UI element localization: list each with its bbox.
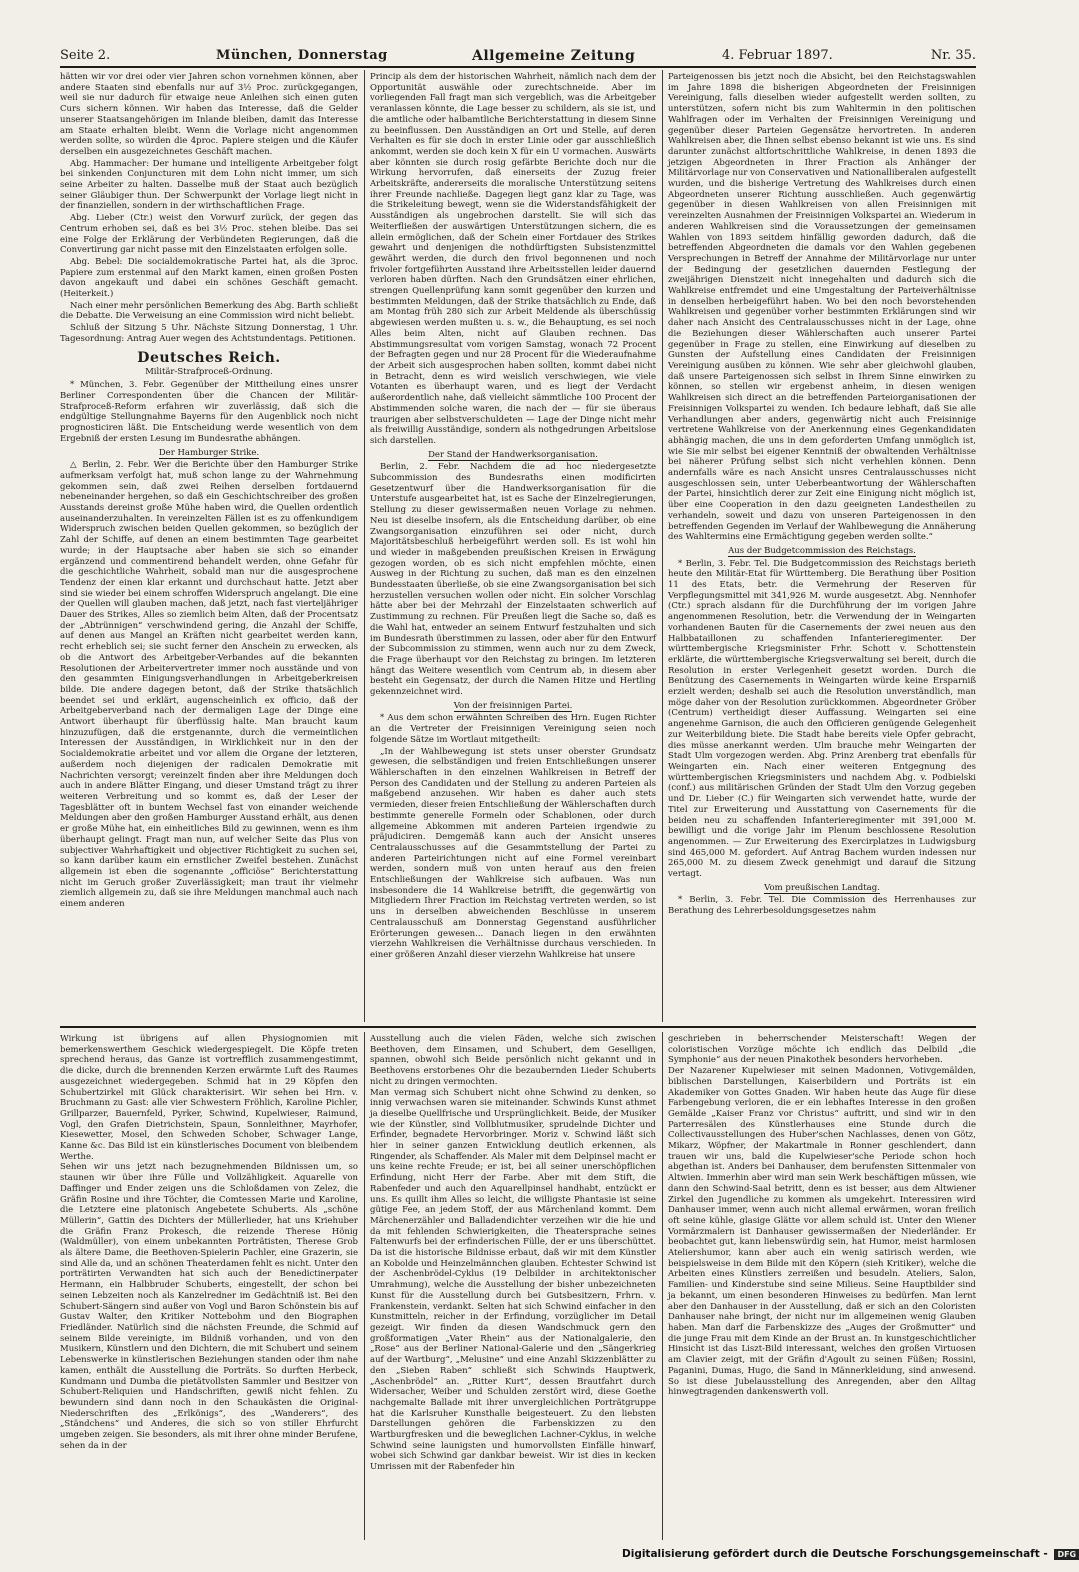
article-heading xyxy=(668,883,976,894)
column-divider xyxy=(364,70,365,1022)
paragraph: hätten wir vor drei oder vier Jahren schon vornehmen können, aber andere Staaten sind ebenfalls nur auf 3½ Proc. zurückgegangen, weil sie nur dadurch für etwaige neue Anleihen sich einen guten Curs sichern können. Wir haben das Interesse, daß die Gelder unserer Staatsangehörigen im Inlande bleiben, damit das Interesse am Staate erhalten bleibt. Wenn die Vorlage nicht angenommen werden sollte, so würden die 4proc. Papiere steigen und die Käufer derselben ein ausgezeichnetes Geschäft machen. xyxy=(60,72,358,157)
paragraph: Nach einer mehr persönlichen Bemerkung des Abg. Barth schließt die Debatte. Die Verweisung an eine Commission wird nicht beliebt. xyxy=(60,300,358,322)
paragraph: Parteigenossen bis jetzt noch die Absicht, bei den Reichstagswahlen im Jahre 1898 die bisherigen Abgeordneten der Freisinnigen Vereinigung, falls dieselben wieder aufgestellt werden sollten, zu unterstützen, sofern nicht bis zum Wahltermin in den politischen Wahlfragen oder im Verhalten der Freisinnigen Vereinigung und gegenüber dieser Parteien Gegensätze hervortreten. In anderen Wahlkreisen aber, die Ihnen selbst ebenso bekannt ist wie uns. Es sind darunter zunächst altfortschrittliche Wahlkreise, in denen 1893 die jetzigen Abgeordneten in Ihrer Fraction als Anhänger der Militärvorlage nur von Conservativen und Nationalliberalen aufgestellt wurden, und die bisherige Vertretung des Wahlkreises durch einen Abgeordneten unserer Richtung ausschließen. Auch gegenwärtig gegenüber in diesen Wahlkreisen von allen Freisinnigen mit vereinzelten Ausnahmen der Freisinnigen Volkspartei an. Wiederum in anderen Wahlkreisen sind die Voraussetzungen der gemeinsamen Wahlen von 1893 seitdem hinfällig geworden dadurch, daß die betreffenden Abgeordneten die damals vor den Wahlen gegebenen Versprechungen in Betreff der Annahme der Militärvorlage nur unter der Bedingung der gesetzlichen dauernden Festlegung der zweijährigen Dienstzeit nicht innegehalten und dadurch sich die Wahlkreise entfremdet und eine Umgestaltung der Parteiverhältnisse in denselben herbeigeführt haben. Wo bei den noch bevorstehenden Wahlkreisen und gegenüber vorher bestimmten Erklärungen sind wir daher nach Ansicht des Centralausschusses nicht in der Lage, ohne die Beziehungen dieser Wählerschaften auch unserer Partei gegenüber in Frage zu stellen, eine Einwirkung auf dieselben zu Gunsten der Aufstellung eines Candidaten der Freisinnigen Vereinigung ausüben zu können. Wie sehr aber gleichwohl glauben, daß unsere Parteigenossen sich selbst in Ihrem Sinne einwirken zu können, so stellen wir ergebenst anheim, in diesen wenigen Wahlkreisen sich direct an die betreffenden Parteiorganisationen der Freisinnigen Volkspartei zu wenden. Ich bedaure lebhaft, daß Sie alle Verhandlungen aber anders, gegenwärtig nicht auch Freisinnige vertretene Wahlkreise von der Anerkennung eines Gegenkandidaten abhängig machen, die uns in dem geforderten Umfang unmöglich ist, wie Sie mir selbst bei eigener Kenntniß der obwaltenden Verhältnisse bei näherer Prüfung selbst sich nicht verhehlen können. Denn andernfalls wäre es nach Ansicht unsres Centralausschusses nicht ausgeschlossen sein, unter Ueberbeantwortung der Wählerschaften der Partei, hinsichtlich derer zur Zeit eine Einigung nicht möglich ist, über eine Cooperation in den dazu geeigneten Landestheilen zu verhandeln, soweit und dazu von unseren Parteigenossen in den betreffenden Gegenden im Verlauf der Wahlbewegung die Annäherung des Wahltermins eine Ermächtigung gegeben werden sollte.“ xyxy=(668,72,976,543)
page-number: Seite 2. xyxy=(60,48,111,63)
paragraph: * Berlin, 3. Febr. Tel. Die Commission des Herrenhauses zur Berathung des Lehrerbesoldungsgesetzes nahm xyxy=(668,895,976,917)
article-heading-text: Von der freisinnigen Partei. xyxy=(453,700,573,711)
article-heading-text: Aus der Budgetcommission des Reichstags. xyxy=(728,545,916,556)
article-heading-text: Der Stand der Handwerksorganisation. xyxy=(428,449,598,460)
paragraph: * Aus dem schon erwähnten Schreiben des Hrn. Eugen Richter an die Vertreter der Freisinnigen Vereinigung seien noch folgende Sätze im Wortlaut mitgetheilt: xyxy=(370,713,656,745)
column-divider xyxy=(662,1032,663,1540)
article-heading xyxy=(370,450,656,461)
masthead xyxy=(60,44,976,68)
article-heading-text: Vom preußischen Landtag. xyxy=(764,882,880,893)
dfg-logo: DFG xyxy=(1054,1549,1079,1560)
paragraph: Schluß der Sitzung 5 Uhr. Nächste Sitzung Donnerstag, 1 Uhr. Tagesordnung: Antrag Auer wegen des Achtstundentags. Petitionen. xyxy=(60,323,358,344)
feuilleton-column-1: Wirkung ist übrigens auf allen Physiognomien mit bemerkenswerthem Geschick wiedergespiegelt. Die Köpfe treten sprechend heraus, das Ganze ist vortrefflich zusammengestimmt, die dicke, durch die brennenden Kerzen erwärmte Luft des Raumes ausgezeichnet wiedergegeben. Schmid hat in 29 Köpfen den Schubertzirkel mit Glück charakterisirt. Wir sehen bei Hrn. v. Bruchmann zu Gast: alle vier Schwestern Fröhlich, Karoline Pichler, Grillparzer, Bauernfeld, Pyrker, Schwind, Kupelwieser, Raimund, Vogl, den Grafen Dietrichstein, Spaun, Sonnleithner, Mayrhofer, Kiesewetter, Mosel, den Schweden Schober, Schwager Lange, Kanne &c. Das Bild ist ein künstlerisches Document von bleibendem Werthe. Sehen wir uns jetzt nach bezugnehmenden Bildnissen um, so staunen wir über ihre Fülle und Vollzähligkeit. Aquarelle von Daffinger und Ender zeigen uns die Schloßdamen von Zelez, die Gräfin Rosine und ihre Töchter, die Comtessen Marie und Karoline, die Letztere eine platonisch Angebetete Schuberts. Als „schöne Müllerin“, Gattin des Dichters der Müllerlieder, hat uns Kriehuber die Gräfin Franz Prokesch, die reizende Therese Hönig (Waldmüller), von einem unbekannten Porträtisten, Therese Grob als ältere Dame, die Beethoven-Spielerin Pachler, eine Grazerin, sie sind Alle da, und an schönen Theaterdamen fehlt es nicht. Unter den porträtirten Verwandten hat sich auch der Benedictinerpater Hermann, ein Halbbruder Schuberts, eingestellt, der schon bei seinen Lebzeiten noch als Kanzelredner im Gedächtniß ist. Bei den Schubert-Sängern sind außer von Vogl und Baron Schönstein bis auf Gustav Walter, den Kritiker Nottebohm und den Biographen Friedländer. Natürlich sind die nächsten Freunde, die Schmid auf seinem Bilde vereinigte, im Bildniß vorhanden, und von den Musikern, Künstlern und den Dichtern, die mit Schubert und seinem Lebenswerke in künstlerischen Beziehungen standen oder ihm nahe kamen, enthält die Ausstellung die Porträts. So durften Herbeck, Kundmann und Dumba die pietätvollsten Sammler und Besitzer von Schubert-Reliquien und Handschriften, gewiß nicht fehlen. Zu bewundern sind dann noch in den Schaukästen die Original-Niederschriften des „Erlkönigs“, des „Wanderers“, des „Ständchens“ und Anderes, die sich so von stiller Ehrfurcht umgeben zeigen. Sie besonders, als mit ihrer ohne minder Berufene, sehen da in der xyxy=(60,1034,358,1451)
newspaper-title: Allgemeine Zeitung xyxy=(472,48,636,64)
paragraph: Abg. Lieber (Ctr.) weist den Vorwurf zurück, der gegen das Centrum erhoben sei, daß es bei 3½ Proc. stehen bleibe. Das sei eine Folge der Erklärung der Verbündeten Regierungen, daß die Convertirung gar nicht passe mit den Einzelstaaten erfolgen solle. xyxy=(60,213,358,256)
paragraph: △ Berlin, 2. Febr. Wer die Berichte über den Hamburger Strike aufmerksam verfolgt hat, muß schon lange zu der Wahrnehmung gekommen sein, daß zwei Reihen derselben fortdauernd nebeneinander hergehen, so daß ein Geschichtschreiber des großen Ausstands dereinst große Mühe haben wird, die Quellen ordentlich auseinanderzuhalten. In vereinzelten Fällen ist es zu offenkundigem Widerspruch zwischen beiden Quellen gekommen, so bezüglich der Zahl der Schiffe, auf denen an einem bestimmten Tage gearbeitet wurde; in der Hauptsache aber haben sie sich so einander ergänzend und commentirend behandelt werden, ohne Gefahr für die geschichtliche Wahrheit, sobald man nur die ausgesprochene Tendenz der einen klar erkannt und durchschaut hatte. Jetzt aber sind sie wieder bei einem schroffen Widerspruch angelangt. Die eine der Quellen will glauben machen, daß jetzt, nach fast vierteljähriger Dauer des Strikes, Alles so ziemlich beim Alten, daß der Procentsatz der „Abtrünnigen“ verschwindend gering, die Anzahl der Schiffe, auf denen aus Mangel an Kräften nicht gearbeitet werden kann, recht erheblich sei; sie sucht ferner den Anschein zu erwecken, als ob die Antwort des Arbeitgeber-Verbandes auf die bekannten Resolutionen der Arbeitervertreter immer noch ausstände und von den gesammten Einigungsverhandlungen in Arbeitgeberkreisen bilde. Die andere dagegen betont, daß der Strike thatsächlich beendet sei und erklärt, augenscheinlich ex officio, daß der Arbeitgeberverband nach der dermaligen Lage der Dinge eine Antwort überhaupt für überflüssig halte. Man braucht kaum hinzuzufügen, daß die erstgenannte, durch die vermeintlichen Interessen der Ausständigen, in Wirklichkeit nur in den der Socialdemokratie arbeitet und vor allem die Organe der letzteren, außerdem noch diejenigen der radicalen Demokratie mit Nachrichten versorgt; vereinzelt finden aber ihre Meldungen doch auch in andere Blätter Eingang, und dieser Umstand trägt zu ihrer weiteren Verbreitung und so kommt es, daß der Leser der Tagesblätter oft in buntem Wechsel fast von einander weichende Meldungen aber den großen Hamburger Ausstand erhält, aus denen er große Mühe hat, ein einheitliches Bild zu gewinnen, wenn es ihm überhaupt gelingt. Fragt man nun, auf welcher Seite das Plus von subjectiver Wahrhaftigkeit und objectiver Richtigkeit zu suchen sei, so kann darüber kaum ein ernstlicher Zweifel bestehen. Zunächst allgemein ist eben die sogenannte „officiöse“ Berichterstattung nicht im Geruch großer Zuverlässigkeit; man traut ihr vielmehr ziemlich allgemein zu, daß sie ihre Meldungen manchmal auch nach einem anderen xyxy=(60,460,358,910)
city-day: München, Donnerstag xyxy=(216,48,388,63)
article-heading xyxy=(668,546,976,557)
paragraph: Berlin, 2. Febr. Nachdem die ad hoc niedergesetzte Subcommission des Bundesraths einen modificirten Gesetzentwurf über die Handwerksorganisation für die Unterstufe ausgearbeitet hat, ist es Sache der Einzelregierungen, Stellung zu dieser gewissermaßen neuen Vorlage zu nehmen. Neu ist dieselbe insofern, als die Entscheidung darüber, ob eine Zwangsorganisation einzuführen sei oder nicht, durch Majoritätsbeschluß herbeigeführt werden soll. Es ist wohl hin und wieder in maßgebenden preußischen Kreisen in Erwägung gezogen worden, ob es sich nicht empfehlen möchte, einen Ausweg in der Richtung zu suchen, daß man es den einzelnen Bundesstaaten überließe, ob sie eine Zwangsorganisation bei sich herzustellen versuchen wollen oder nicht. Ein solcher Vorschlag hätte aber bei der Mehrzahl der Einzelstaaten schwerlich auf Zustimmung zu rechnen. Für Preußen liegt die Sache so, daß es die Wahl hat, entweder an seinem Entwurf festzuhalten und sich im Bundesrath überstimmen zu lassen, oder aber für den Entwurf der Subcommission zu stimmen, wenn auch nur zu dem Zweck, die Frage überhaupt vor den Reichstag zu bringen. Im letzteren hängt das Weitere wesentlich vom Centrum ab, in diesem aber besteht ein Gegensatz, der durch die Namen Hitze und Hertling gekennzeichnet wird. xyxy=(370,462,656,698)
issue-number: Nr. 35. xyxy=(930,48,976,63)
article-heading xyxy=(370,701,656,712)
column-divider xyxy=(364,1032,365,1540)
paragraph: Princip als dem der historischen Wahrheit, nämlich nach dem der Opportunität auswähle oder zurechtschneide. Aber im vorliegenden Fall fragt man sich vergeblich, was die Arbeitgeber veranlassen könnte, die Lage besser zu schildern, als sie ist, und die amtliche oder halbamtliche Berichterstattung in diesem Sinne zu beeinflussen. Den Ausständigen an Ort und Stelle, auf deren Verhalten es für sie doch in erster Linie oder gar ausschließlich ankommt, werden sie doch kein X für ein U vormachen. Auswärts aber könnten sie durch rosig gefärbte Berichte doch nur die Wirkung hervorrufen, daß einerseits der Zuzug freier Arbeitskräfte, andererseits die moralische Unterstützung seitens ihrer Freunde nachließe. Dagegen liegt ganz klar zu Tage, was die Strikeleitung bewegt, wenn sie die Widerstandsfähigkeit der Ausständigen als ungebrochen darstellt. Sie will sich das Weiterfließen der auswärtigen Unterstützungen sichern, die es allein ermöglichen, daß der Schein einer Fortdauer des Strikes gewahrt und denjenigen die nothdürftigsten Subsistenzmittel gewährt werden, die durch den frivol begonnenen und noch frivoler fortgeführten Ausstand ihre Arbeitsstellen leider dauernd verloren haben dürften. Nach den Grundsätzen einer ehrlichen, strengen Quellenprüfung kann somit gegenüber den kurzen und bestimmten Meldungen, daß der Strike thatsächlich zu Ende, daß am Montag früh 280 sich zur Arbeit Meldende als überschüssig abgewiesen werden mußten u. s. w., die Behauptung, es sei noch Alles beim Alten, nicht auf Glauben rechnen. Das Abstimmungsresultat vom vorigen Samstag, wonach 72 Procent der Befragten gegen und nur 28 Procent für die Wiederaufnahme der Arbeit sich ausgesprochen haben sollten, kommt dabei nicht in Betracht, denn es wird weislich verschwiegen, wie viele Votanten es überhaupt waren, und es liegt der Verdacht außerordentlich nahe, daß vielleicht sämmtliche 100 Procent der Abstimmenden solche waren, die nach der — für sie überaus traurigen aber selbstverschuldeten — Lage der Dinge nicht mehr als freiwillig Ausständige, sondern als nothgedrungen Arbeitslose sich darstellen. xyxy=(370,72,656,446)
paragraph: Abg. Bebel: Die socialdemokratische Partei hat, als die 3proc. Papiere zum erstenmal auf den Markt kamen, einen großen Posten davon angekauft und dabei ein schönes Geschäft gemacht. (Heiterkeit.) xyxy=(60,256,358,300)
article-heading-text: Der Hamburger Strike. xyxy=(158,447,260,458)
paragraph: „In der Wahlbewegung ist stets unser oberster Grundsatz gewesen, die selbständigen und freien Entschließungen unserer Wählerschaften in den einzelnen Wahlkreisen in Betreff der Person des Candidaten und der Stellung zu anderen Parteien als maßgebend anzusehen. Wir haben es daher auch stets vermieden, dieser freien Entschließung der Wählerschaften durch bestimmte generelle Formeln oder Schablonen, oder durch allgemeine Abkommen mit anderen Parteien irgendwie zu präjudiciren. Demgemäß kann auch der Ansicht unseres Centralausschusses auf die Gesammtstellung der Partei zu anderen Parteirichtungen nicht auf eine Formel vereinbart werden, sondern muß von unten herauf aus den freien Entschließungen der Wahlkreise sich aufbauen. Was nun insbesondere die 14 Wahlkreise betrifft, die gegenwärtig von Mitgliedern Ihrer Fraction im Reichstag vertreten werden, so ist uns in derselben abweichenden Beschlüsse in unserem Centralausschuß am Donnerstag Gegenstand ausführlicher Erörterungen gewesen... Danach liegen in den erwähnten vierzehn Wahlkreisen die Verhältnisse durchaus verschieden. In einer größeren Anzahl dieser vierzehn Wahlkreise hat unsere xyxy=(370,746,656,960)
article-column-3 xyxy=(668,72,976,1022)
article-column-1 xyxy=(60,72,358,1022)
issue-date: 4. Februar 1897. xyxy=(722,48,833,63)
digitization-footer xyxy=(622,1548,1077,1564)
column-divider xyxy=(662,70,663,1022)
section-title: Deutsches Reich. xyxy=(137,349,281,366)
article-column-2 xyxy=(370,72,656,1022)
feuilleton-rule xyxy=(60,1026,976,1028)
footer-text: Digitalisierung gefördert durch die Deutsche Forschungsgemeinschaft - xyxy=(622,1548,1048,1560)
paragraph: * Berlin, 3. Febr. Tel. Die Budgetcommission des Reichstags berieth heute den Militär-Etat für Württemberg. Die Berathung über Position 11 des Etats, betr. die Vermehrung der Reserven für Verpflegungsmittel mit 341,926 M. wurde ausgesetzt. Abg. Nennhofer (Ctr.) sprach alsdann für die Durchführung der im vorigen Jahre angenommenen Resolution, betr. die Verwendung der in Weingarten vorhandenen Bauten für die Casernements der zwei neuen aus den Halbbataillonen zu schaffenden Infanterieregimenter. Der württembergische Kriegsminister Frhr. Schott v. Schottenstein erklärte, die württembergische Kriegsverwaltung sei bereit, durch die Resolution in erster Verlegenheit gesetzt worden. Durch die Benützung des Casernements in Weingarten würde keine Ersparniß erzielt werden; deshalb sei auch die Resolution unverständlich, man möge daher von der Resolution zurückkommen. Abgeordneter Gröber (Centrum) vertheidigt dieser Auffassung. Weingarten sei eine angenehme Garnison, die auch den Officieren genügende Gelegenheit zur Weiterbildung biete. Die Stadt habe bereits viele Opfer gebracht, dies müsse anerkannt werden. Ulm brauche mehr Weingarten der Stadt Ulm vorgezogen werden. Abg. Prinz Arenberg trat ebenfalls für Weingarten ein. Nach einer weiteren Entgegnung des württembergischen Kriegsministers und nachdem Abg. v. Podbielski (conf.) aus militärischen Gründen der Stadt Ulm den Vorzug gegeben und Dr. Lieber (C.) für Weingarten sich verwendet hatte, wurde der Titel zur Erweiterung und Ausstattung von Casernements für die beiden neu zu schaffenden Infanterieregimenter mit 391,000 M. bewilligt und die vorige Jahr im Plenum beschlossene Resolution angenommen. — Zur Erweiterung des Exercirplatzes in Ludwigsburg sind 465,000 M. gefordert. Auf Antrag Bachem wurden indessen nur 265,000 M. zu diesem Zweck genehmigt und darauf die Sitzung vertagt. xyxy=(668,558,976,880)
paragraph: Abg. Hammacher: Der humane und intelligente Arbeitgeber folgt bei sinkenden Conjuncturen mit dem Lohn nicht immer, um sich seine Arbeiter zu halten. Dasselbe muß der Staat auch bezüglich seiner Gläubiger thun. Der Schwerpunkt der Vorlage liegt nicht in der finanziellen, sondern in der wirthschaftlichen Frage. xyxy=(60,158,358,212)
feuilleton-column-2: Ausstellung auch die vielen Fäden, welche sich zwischen Beethoven, dem Einsamen, und Schubert, dem Geselligen, spannen, obwohl sich Beide persönlich nicht gekannt und in Beethovens erstorbenes Ohr die bezaubernden Lieder Schuberts nicht zu dringen vermochten. Man vermag sich Schubert nicht ohne Schwind zu denken, so innig verwachsen waren sie miteinander. Schwinds Kunst athmet ja dieselbe Quellfrische und Ursprünglichkeit. Beide, der Musiker wie der Künstler, sind Vollblutmusiker, sprudelnde Dichter und Erfinder, begnadete Hervorbringer. Moriz v. Schwind läßt sich hier in seiner ganzen Entwicklung deutlich erkennen, als Ringender, als Schaffender. Als Maler mit dem Delpinsel macht er uns keine rechte Freude; er ist, bei all seiner unerschöpflichen Erfindung, nicht Herr der Farbe. Aber mit dem Stift, die Rabenfeder und auch den Aquarellpinsel handhabt, entzückt er uns. Es quillt ihm Alles so leicht, die willigste Phantasie ist seine gütige Fee, an jedem Stoff, der aus Märchenland kommt. Dem Märchenerzähler und Balladendichter verzeihen wir die hie und da mit fehlenden Schwierigkeiten, die Theatersprache seines Faltenwurfs bei der erfinderischen Fülle, der er uns überschüttet. Da ist die historische Bildnisse erbaut, daß wir mit dem Künstler an Kobolde und Heinzelmännchen glauben. Echtester Schwind ist der Aschenbrödel-Cyklus (19 Delbilder in architektonischer Umrahmung), welche die Ausstellung der bisher unbezeichneten Kunst für die Ausstellung durch bei Gutsbesitzern, Frhrn. v. Frankenstein, verdankt. Selten hat sich Schwind einfacher in den Kunstmitteln, reicher in der Erfindung, vorzüglicher im Detail gezeigt. Wir finden da diesen Wandschmuck gern den großformatigen „Vater Rhein“ aus der Nationalgalerie, den „Rose“ aus der Berliner National-Galerie und den „Sängerkrieg auf der Wartburg“, „Melusine“ und eine Anzahl Skizzenblätter zu den „Sieben Raben“ schließt sich Schwinds Hauptwerk, „Aschenbrödel“ an. „Ritter Kurt“, dessen Brautfahrt durch Widersacher, Weiber und Schulden zerstört wird, diese Goethe nachgemalte Ballade mit ihrer unvergleichlichen Porträtgruppe hat die Karlsruher Kunsthalle beigesteuert. Zu den liebsten Darstellungen gehören die Farbenskizzen zu den Wartburgfresken und die beweglichen Lachner-Cyklus, in welche Schwind seine launigsten und humorvollsten Einfälle hinwarf, wobei sich Schwind gar dankbar beweist. Wir ist dies in kecken Umrissen mit der Rabenfeder hin xyxy=(370,1034,656,1473)
article-heading xyxy=(60,448,358,459)
section-subtitle: Militär-Strafproceß-Ordnung. xyxy=(145,366,273,377)
feuilleton-column-3: geschrieben in beherrschender Meisterschaft! Wegen der coloristischen Vorzüge möchte ich endlich das Delbild „die Symphonie“ aus der neuen Pinakothek besonders hervorheben. Der Nazarener Kupelwieser mit seinen Madonnen, Votivgemälden, biblischen Darstellungen, Kaiserbildern und Porträts ist ein Akademiker von Gottes Gnaden. Wir haben heute das Auge für diese Farbengebung verloren, die er ein lebhaftes Interesse in den großen Gemälde „Kaiser Franz vor Christus“ auftritt, und sind wir in den Parterresälen des Künstlerhauses eine Stunde durch die Collectivausstellungen des Huber'schen Nachlasses, denen von Götz, Mikarz, Wöpfner, der Makartmale in Ronner geschlendert, dann trauen wir uns, bald die Kupelwieser'sche Periode schon hoch abgethan ist. Anders bei Danhauser, dem berufensten Sittenmaler von Altwien. Immerhin aber wird man sein Werk beschäftigen müssen, wie dann den Schwind-Saal betritt, denn es ist besser, aus dem Altwiener Zirkel den Jugendliche zu kommen als umgekehrt. Interessiren wird Danhauser immer, wenn auch nicht allemal erwärmen, woran freilich oft seine kühle, glasige Glätte vor allem schuld ist. Unter den Wiener Vormärzmalern ist Danhauser gewissermaßen der Niederländer. Er beobachtet gut, kann liebenswürdig sein, hat Humor, meist harmlosen Ateliershumor, kann aber auch ein wenig satirisch werden, wie beispielsweise in dem Bilde mit den Köpern (sieh Kritiker), welche die Arbeiten eines Künstlers zerreißen und besudeln. Ateliers, Salon, Familien- und Kinderstube sind seine Milieus. Seine Hauptbilder sind ja bekannt, um einen besonderen Hinweises zu bedürfen. Man lernt aber den Danhauser in der Ausstellung, daß er sich an den Coloristen Danhauser nahe bringt, der nicht nur im allgemeinen wenig Glauben haben. Man darf die Farbenskizze des „Auges der Großmutter“ und die junge Frau mit dem Kinde an der Brust an. In kunstgeschichtlicher Hinsicht ist das Liszt-Bild interessant, welches den großen Virtuosen am Clavier zeigt, mit der Gräfin d'Agoult zu seinen Füßen; Rossini, Paganini, Dumas, Hugo, die Sand in Männerkleidung, sind anwesend. So ist diese Jubelausstellung des Anregenden, aber den Alltag hinwegtragenden dankenswerth voll. xyxy=(668,1034,976,1398)
masthead-rule xyxy=(60,66,976,68)
paragraph: * München, 3. Febr. Gegenüber der Mittheilung eines unsrer Berliner Correspondenten über die Chancen der Militär-Strafproceß-Reform erfahren wir zuverlässig, daß sich die endgültige Stellungnahme Bayerns für den Augenblick noch nicht prognosticiren läßt. Die Entscheidung werde wesentlich von dem Ergebniß der ersten Lesung im Bundesrathe abhängen. xyxy=(60,380,358,444)
